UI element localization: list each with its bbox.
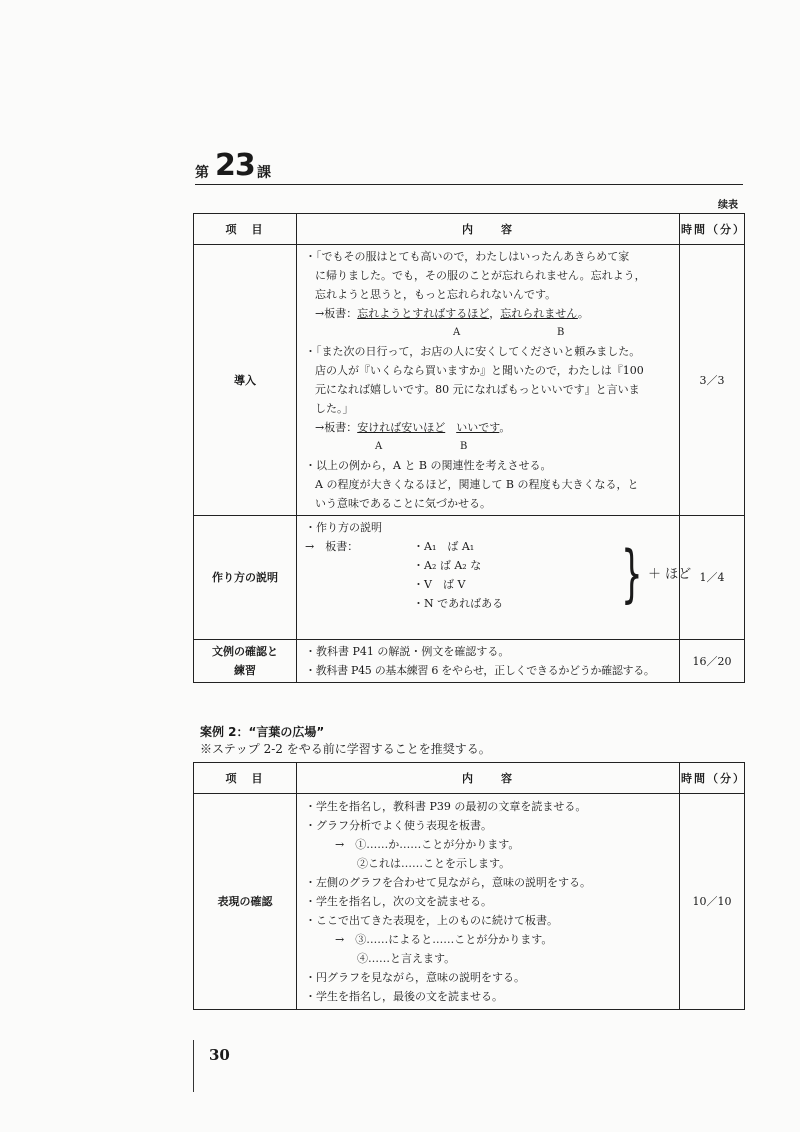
formula-item: ・A₂ ば A₂ な: [413, 559, 482, 572]
page-number: 30: [209, 1046, 230, 1064]
confirm-time: 16／20: [680, 640, 745, 683]
ab-labels-1: [305, 323, 673, 342]
intro-line: いう意味であることに気づかせる。: [315, 497, 491, 510]
expression-content: [297, 794, 680, 1010]
label-a: A: [453, 327, 461, 338]
intro-time: 3／3: [680, 245, 745, 516]
confirm-item-line: 文例の確認と: [212, 645, 278, 658]
case-title: 案例 2：“言葉の広場”: [200, 725, 325, 739]
make-content: [297, 516, 692, 640]
expression-line: → ①……か……ことが分かります。: [335, 838, 520, 851]
expression-item: 表現の確認: [194, 794, 297, 1010]
case-note: ※ステップ 2-2 をやる前に学習することを推奨する。: [200, 742, 491, 756]
lesson-heading: [195, 148, 743, 185]
board-line-2: [305, 418, 673, 437]
board-phrase-b: いいです: [456, 421, 500, 434]
intro-line: 忘れようと思うと，もっと忘れられないんです。: [315, 288, 557, 301]
expression-line: ・学生を指名し，教科書 P39 の最初の文章を読ませる。: [305, 800, 587, 813]
header-item: 项 目: [194, 214, 297, 245]
lesson-plan-table-1: [193, 213, 745, 683]
expression-line: ・学生を指名し，最後の文を読ませる。: [305, 990, 503, 1003]
expression-time: 10／10: [680, 794, 745, 1010]
table-header-row: [194, 214, 745, 245]
expression-line: ・学生を指名し，次の文を読ませる。: [305, 895, 492, 908]
formula-item: ・V ば V: [413, 578, 466, 591]
board-end: 。: [577, 307, 589, 320]
intro-line: ・以上の例から，A と B の関連性を考えさせる。: [305, 459, 552, 472]
intro-line: ・「でもその服はとても高いので，わたしはいったんあきらめて家: [305, 250, 630, 263]
expression-line: ④……と言えます。: [357, 952, 456, 965]
intro-line: 元になれば嬉しいです。80 元になればもっといいです』と言いま: [315, 383, 640, 396]
formula-list: [413, 537, 503, 613]
table-row-expression: [194, 794, 745, 1010]
expression-line: ・左側のグラフを合わせて見ながら，意味の説明をする。: [305, 876, 591, 889]
board-phrase-a: 忘れようとすればするほど: [357, 307, 490, 320]
expression-line: → ③……によると……ことが分かります。: [335, 933, 553, 946]
confirm-line: ・教科書 P41 の解説・例文を確認する。: [305, 645, 510, 658]
formula-item: ・N であればある: [413, 597, 504, 610]
board-phrase-b: 忘れられません: [500, 307, 578, 320]
board-end: 。: [499, 421, 511, 434]
confirm-item-line: 練習: [234, 664, 256, 677]
lesson-plan-table-2: [193, 762, 745, 1010]
board-label: → 板書：: [305, 540, 359, 553]
table-row-make: [194, 516, 745, 640]
expression-line: ・グラフ分析でよく使う表現を板書。: [305, 819, 492, 832]
header-item: 项 目: [194, 763, 297, 794]
lesson-suffix: 課: [257, 165, 271, 181]
make-time: 1／4: [680, 516, 745, 640]
confirm-item: [194, 640, 297, 683]
expression-line: ・ここで出てきた表現を，上のものに続けて板書。: [305, 914, 558, 927]
formula-block: [305, 537, 692, 637]
board-phrase-a: 安ければ安いほど: [357, 421, 446, 434]
confirm-line: ・教科書 P45 の基本練習 6 をやらせ，正しくできるかどうか確認する。: [305, 664, 655, 677]
confirm-content: [297, 640, 680, 683]
plus-hodo: ＋ ほど: [648, 567, 692, 582]
page-margin-rule: [193, 1040, 194, 1092]
intro-line: した。」: [315, 402, 354, 415]
table-row-confirm: [194, 640, 745, 683]
intro-item: 導入: [194, 245, 297, 516]
intro-content: [297, 245, 680, 516]
continued-label: 续表: [718, 200, 738, 211]
board-prefix: →板書：: [315, 307, 358, 320]
board-line-1: [305, 304, 673, 323]
board-separator: ，: [489, 307, 501, 320]
board-prefix: →板書：: [315, 421, 358, 434]
right-brace-icon: }: [621, 537, 643, 610]
formula-item: ・A₁ ば A₁: [413, 540, 475, 553]
ab-labels-2: [305, 437, 673, 456]
header-content: 内 容: [297, 214, 680, 245]
make-item: 作り方の説明: [194, 516, 297, 640]
header-time: 時間（分）: [680, 214, 745, 245]
label-b: B: [557, 327, 565, 338]
lesson-number: 23: [215, 148, 255, 183]
table-row-intro: [194, 245, 745, 516]
intro-line: A の程度が大きくなるほど，関連して B の程度も大きくなる，と: [315, 478, 639, 491]
intro-line: ・「また次の日行って，お店の人に安くしてくださいと頼みました。: [305, 345, 641, 358]
expression-line: ・円グラフを見ながら，意味の説明をする。: [305, 971, 525, 984]
table-header-row: [194, 763, 745, 794]
header-time: 時間（分）: [680, 763, 745, 794]
intro-line: 店の人が『いくらなら買いますか』と聞いたので，わたしは『100: [315, 364, 644, 377]
lesson-prefix: 第: [195, 165, 209, 181]
make-line: ・作り方の説明: [305, 521, 382, 534]
header-content: 内 容: [297, 763, 680, 794]
expression-line: ②これは……ことを示します。: [357, 857, 511, 870]
label-a: A: [375, 441, 383, 452]
intro-line: に帰りました。でも，その服のことが忘れられません。忘れよう，: [315, 269, 646, 282]
label-b: B: [460, 441, 468, 452]
